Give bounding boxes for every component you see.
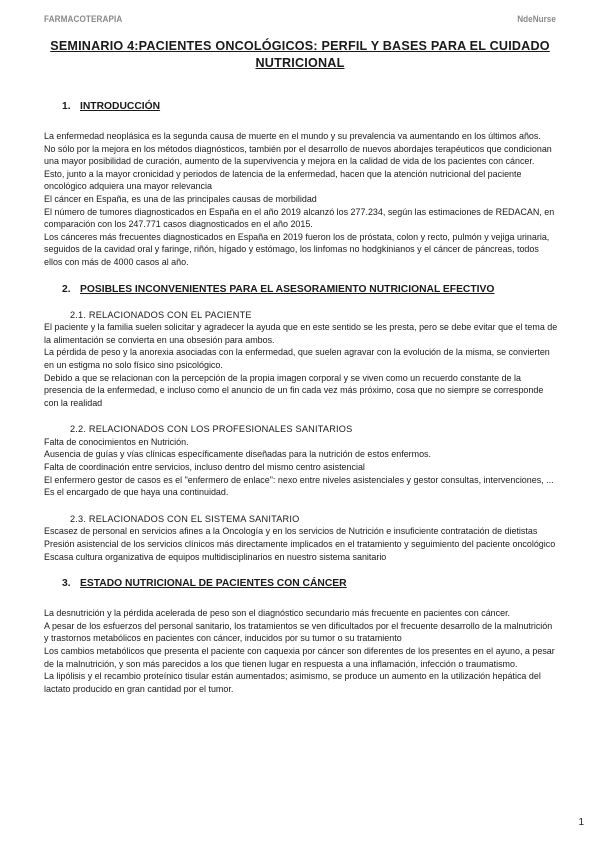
paragraph: Los cambios metabólicos que presenta el paciente con caquexia por cáncer son diferentes de los presentes en el ayuno, a pesar de la malnutrición, y son más parecidos a los que tienen lugar en respuesta a una inflamación, infección o traumatismo. <box>44 646 555 669</box>
document-body <box>44 100 558 695</box>
page-header <box>44 14 556 28</box>
subsection-heading: 2.2. RELACIONADOS CON LOS PROFESIONALES SANITARIOS <box>70 424 353 435</box>
paragraph: Falta de conocimientos en Nutrición. <box>44 436 189 447</box>
subsection-heading: 2.3. RELACIONADOS CON EL SISTEMA SANITARIO <box>70 513 300 524</box>
section-heading-introduccion <box>62 100 558 114</box>
paragraph: Escasa cultura organizativa de equipos multidisciplinarios en nuestro sistema sanitario <box>44 551 387 562</box>
section-number: 2. <box>62 283 71 295</box>
paragraph: Debido a que se relacionan con la percepción de la propia imagen corporal y se viven como un recuerdo constante de la presencia de la enfermedad, e incluso como el anuncio de un fin cada vez más próximo, cosa que no siempre se corresponde con la realidad <box>44 372 544 408</box>
section-title: ESTADO NUTRICIONAL DE PACIENTES CON CÁNCER <box>80 578 347 590</box>
section-heading-inconvenientes <box>62 283 558 297</box>
subsection-heading: 2.1. RELACIONADOS CON EL PACIENTE <box>70 309 252 320</box>
paragraph: No sólo por la mejora en los métodos diagnósticos, también por el desarrollo de nuevos abordajes terapéuticos que condicionan una mayor posibilidad de curación, aumento de la supervivencia y mejora en la calidad de vida de los pacientes con cáncer. <box>44 143 552 167</box>
paragraph: Escasez de personal en servicios afines a la Oncología y en los servicios de Nutrición e insuficiente contratación de dietistas <box>44 526 538 537</box>
section-number: 3. <box>62 578 71 590</box>
paragraph: Presión asistencial de los servicios clínicos más directamente implicados en el tratamiento y seguimiento del paciente oncológico <box>44 539 556 550</box>
paragraph: Esto, junto a la mayor cronicidad y periodos de latencia de la enfermedad, hacen que la atención nutricional del paciente oncológico adquiera una mayor relevancia <box>44 168 522 192</box>
paragraph: El número de tumores diagnosticados en España en el año 2019 alcanzó los 277.234, según las estimaciones de REDACAN, en comparación con los 247.771 casos diagnosticados en el año 2015. <box>44 206 555 230</box>
paragraph: El cáncer en España, es una de las principales causas de morbilidad <box>44 193 317 204</box>
section-number: 1. <box>62 101 71 112</box>
paragraph: Ausencia de guías y vías clínicas específicamente diseñadas para la nutrición de estos enfermos. <box>44 449 432 460</box>
paragraph: La pérdida de peso y la anorexia asociadas con la enfermedad, que suelen agravar con la evolución de la misma, se convierten en un estigma no solo físico sino psicológico. <box>44 347 550 370</box>
header-author: NdeNurse <box>517 14 556 25</box>
header-subject: FARMACOTERAPIA <box>44 14 123 25</box>
page-number: 1 <box>578 817 584 828</box>
paragraph: Falta de coordinación entre servicios, incluso dentro del mismo centro asistencial <box>44 462 365 473</box>
paragraph: La enfermedad neoplásica es la segunda causa de muerte en el mundo y su prevalencia va aumentando en los últimos años. <box>44 131 541 141</box>
paragraph: A pesar de los esfuerzos del personal sanitario, los tratamientos se ven dificultados por el frecuente desarrollo de la malnutrición y trastornos metabólicos en pacientes con cáncer, inducidos por su tumor o su tratamiento <box>44 620 553 644</box>
paragraph: Los cánceres más frecuentes diagnosticados en España en 2019 fueron los de próstata, colon y recto, pulmón y vejiga urinaria, seguidos de la cavidad oral y faringe, riñón, hígado y estómago, los linfomas no hodgkinianos y el cáncer de páncreas, todos ellos con más de 4000 casos al año. <box>44 231 550 267</box>
document-title: SEMINARIO 4:PACIENTES ONCOLÓGICOS: PERFIL Y BASES PARA EL CUIDADO NUTRICIONAL <box>50 39 550 70</box>
paragraph: La desnutrición y la pérdida acelerada de peso son el diagnóstico secundario más frecuente en pacientes con cáncer. <box>44 608 511 619</box>
section-title: INTRODUCCIÓN <box>80 101 161 112</box>
paragraph: El paciente y la familia suelen solicitar y agradecer la ayuda que en este sentido se les presta, pero se debe evitar que el tema de la alimentación se convierta en una obsesión para ambos. <box>44 322 558 345</box>
paragraph: La lipólisis y el recambio proteínico tisular están aumentados; asimismo, se produce un aumento en la utilización hepática del lactato producido en gran cantidad por el tumor. <box>44 671 541 694</box>
section-heading-estado-nutricional <box>62 577 558 591</box>
section-title: POSIBLES INCONVENIENTES PARA EL ASESORAMIENTO NUTRICIONAL EFECTIVO <box>80 283 495 295</box>
paragraph: El enfermero gestor de casos es el "enfermero de enlace": nexo entre niveles asistenciales y gestor consultas, intervenciones, ... Es el encargado de que haya una continuidad. <box>44 474 554 498</box>
